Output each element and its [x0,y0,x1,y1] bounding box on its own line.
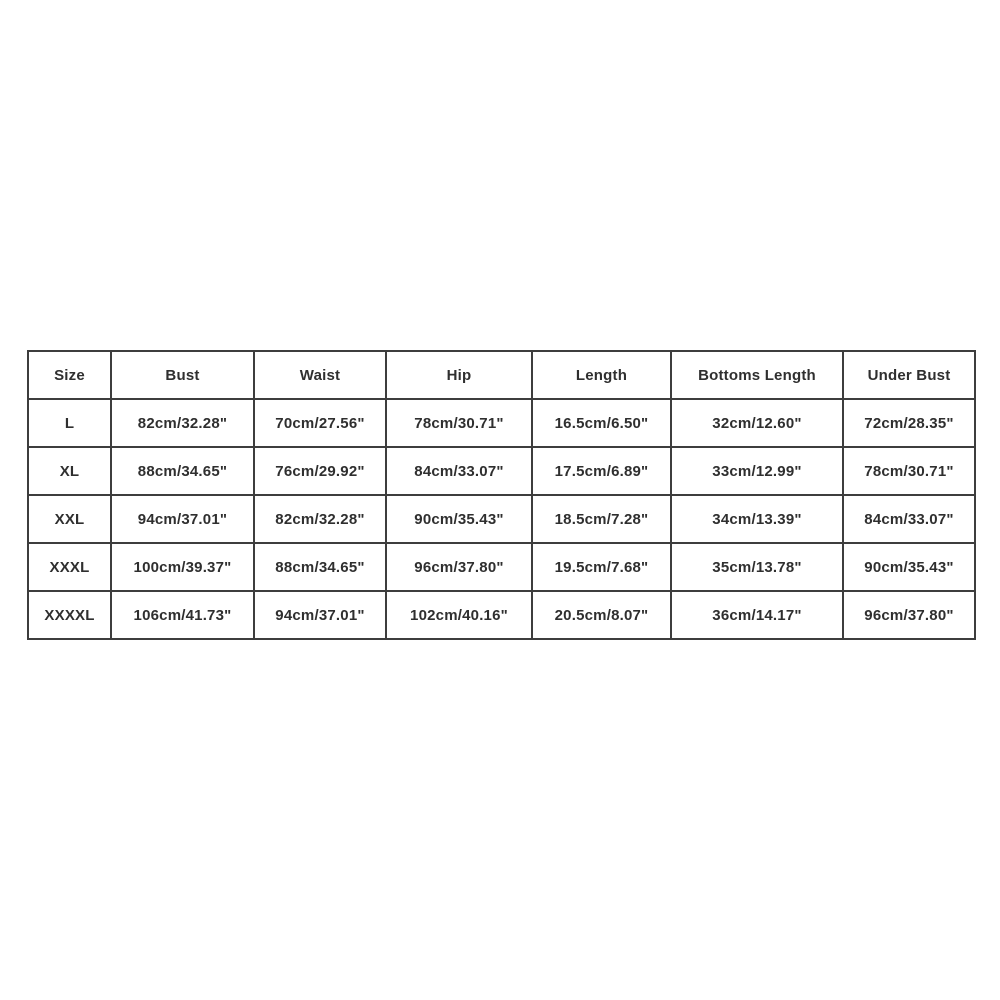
cell-under-bust: 84cm/33.07" [843,495,975,543]
size-chart-table [27,350,976,640]
table-row-xl [28,447,975,495]
cell-size: XL [28,447,111,495]
cell-hip: 84cm/33.07" [386,447,532,495]
cell-size: XXXXL [28,591,111,639]
cell-bottoms-length: 35cm/13.78" [671,543,843,591]
cell-bust: 106cm/41.73" [111,591,254,639]
col-header-under-bust: Under Bust [843,351,975,399]
table-row-xxl [28,495,975,543]
col-header-size: Size [28,351,111,399]
cell-bust: 94cm/37.01" [111,495,254,543]
cell-hip: 96cm/37.80" [386,543,532,591]
col-header-hip: Hip [386,351,532,399]
cell-hip: 78cm/30.71" [386,399,532,447]
cell-under-bust: 96cm/37.80" [843,591,975,639]
cell-hip: 90cm/35.43" [386,495,532,543]
table-row-l [28,399,975,447]
col-header-bottoms-length: Bottoms Length [671,351,843,399]
col-header-waist: Waist [254,351,386,399]
cell-length: 17.5cm/6.89" [532,447,671,495]
cell-bust: 100cm/39.37" [111,543,254,591]
cell-hip: 102cm/40.16" [386,591,532,639]
cell-size: XXXL [28,543,111,591]
cell-waist: 82cm/32.28" [254,495,386,543]
cell-under-bust: 78cm/30.71" [843,447,975,495]
cell-bust: 82cm/32.28" [111,399,254,447]
cell-size: L [28,399,111,447]
cell-bust: 88cm/34.65" [111,447,254,495]
cell-length: 18.5cm/7.28" [532,495,671,543]
cell-bottoms-length: 34cm/13.39" [671,495,843,543]
cell-bottoms-length: 33cm/12.99" [671,447,843,495]
table-row-xxxxl [28,591,975,639]
col-header-length: Length [532,351,671,399]
cell-bottoms-length: 32cm/12.60" [671,399,843,447]
cell-waist: 76cm/29.92" [254,447,386,495]
cell-waist: 70cm/27.56" [254,399,386,447]
cell-bottoms-length: 36cm/14.17" [671,591,843,639]
cell-under-bust: 90cm/35.43" [843,543,975,591]
cell-size: XXL [28,495,111,543]
col-header-bust: Bust [111,351,254,399]
cell-length: 20.5cm/8.07" [532,591,671,639]
cell-length: 19.5cm/7.68" [532,543,671,591]
cell-length: 16.5cm/6.50" [532,399,671,447]
cell-waist: 94cm/37.01" [254,591,386,639]
cell-waist: 88cm/34.65" [254,543,386,591]
header-row [28,351,975,399]
cell-under-bust: 72cm/28.35" [843,399,975,447]
table-row-xxxl [28,543,975,591]
size-chart-container [27,350,974,640]
